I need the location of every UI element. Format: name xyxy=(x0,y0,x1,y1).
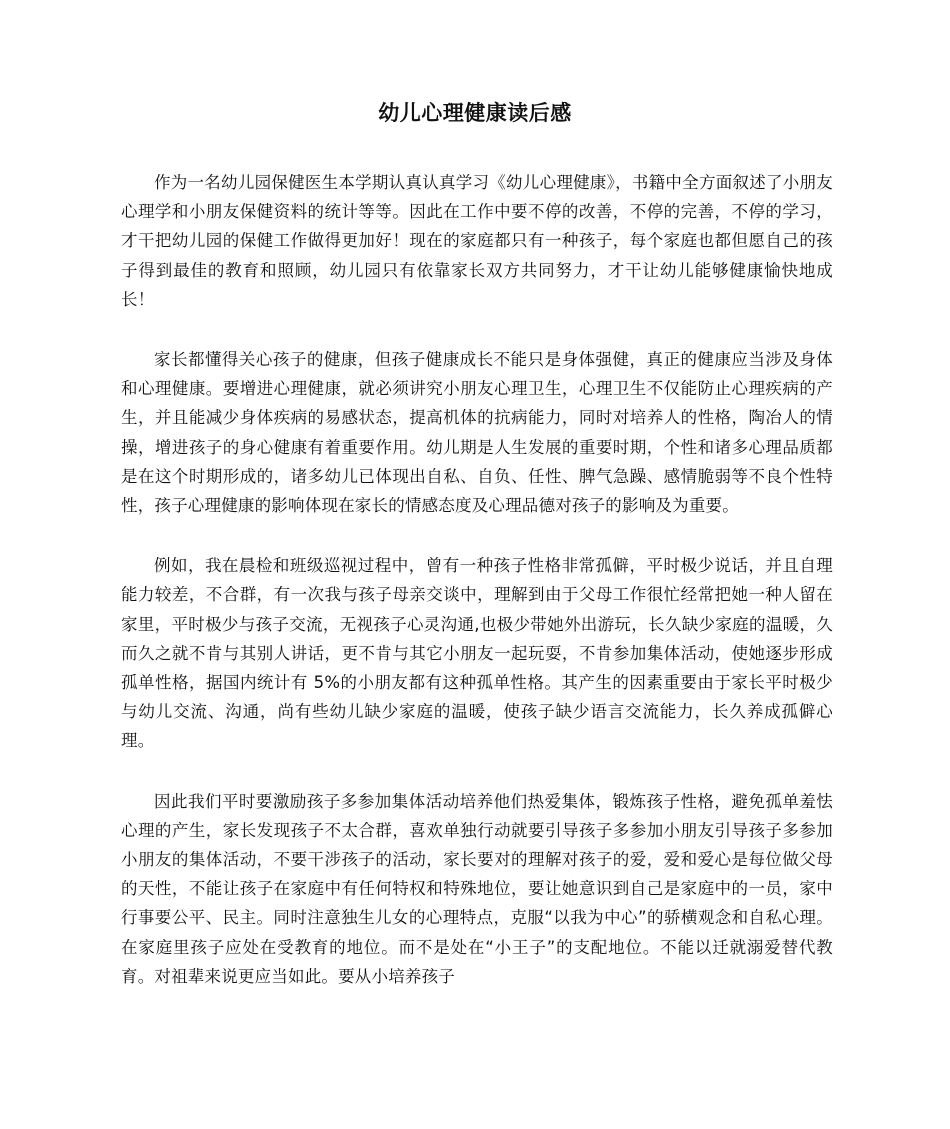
paragraph-2: 家长都懂得关心孩子的健康，但孩子健康成长不能只是身体强健，真正的健康应当涉及身体和心理健康。要增进心理健康，就必须讲究小朋友心理卫生，心理卫生不仅能防止心理疾病的产生，并且能减少身体疾病的易感状态，提高机体的抗病能力，同时对培养人的性格，陶冶人的情操，增进孩子的身心健康有着重要作用。幼儿期是人生发展的重要时期，个性和诸多心理品质都是在这个时期形成的，诸多幼儿已体现出自私、自负、任性、脾气急躁、感情脆弱等不良个性特性，孩子心理健康的影响体现在家长的情感态度及心理品德对孩子的影响及为重要。 xyxy=(121,350,833,516)
document-title: 幼儿心理健康读后感 xyxy=(378,101,572,125)
paragraph-1: 作为一名幼儿园保健医生本学期认真认真学习《幼儿心理健康》，书籍中全方面叙述了小朋友心理学和小朋友保健资料的统计等等。因此在工作中要不停的改善，不停的完善，不停的学习，才干把幼儿园的保健工作做得更加好！现在的家庭都只有一种孩子，每个家庭也都但愿自己的孩子得到最佳的教育和照顾，幼儿园只有依靠家长双方共同努力，才干让幼儿能够健康愉快地成长！ xyxy=(121,173,833,309)
paragraph-3: 例如，我在晨检和班级巡视过程中，曾有一种孩子性格非常孤僻，平时极少说话，并且自理能力较差，不合群，有一次我与孩子母亲交谈中，理解到由于父母工作很忙经常把她一种人留在家里，平时极少与孩子交流，无视孩子心灵沟通,也极少带她外出游玩，长久缺少家庭的温暖，久而久之就不肯与其别人讲话，更不肯与其它小朋友一起玩耍，不肯参加集体活动，使她逐步形成孤单性格，据国内统计有 5%的小朋友都有这种孤单性格。其产生的因素重要由于家长平时极少与幼儿交流、沟通，尚有些幼儿缺少家庭的温暖，使孩子缺少语言交流能力，长久养成孤僻心理。 xyxy=(121,556,833,751)
document-body xyxy=(121,168,833,1022)
paragraph-4: 因此我们平时要激励孩子多参加集体活动培养他们热爱集体，锻炼孩子性格，避免孤单羞怯心理的产生，家长发现孩子不太合群，喜欢单独行动就要引导孩子多参加小朋友引导孩子多参加小朋友的集体活动，不要干涉孩子的活动，家长要对的理解对孩子的爱，爱和爱心是每位做父母的天性，不能让孩子在家庭中有任何特权和特殊地位，要让她意识到自己是家庭中的一员，家中行事要公平、民主。同时注意独生儿女的心理特点，克服“以我为中心”的骄横观念和自私心理。在家庭里孩子应处在受教育的地位。而不是处在“小王子”的支配地位。不能以迁就溺爱替代教育。对祖辈来说更应当如此。要从小培养孩子 xyxy=(121,791,833,986)
